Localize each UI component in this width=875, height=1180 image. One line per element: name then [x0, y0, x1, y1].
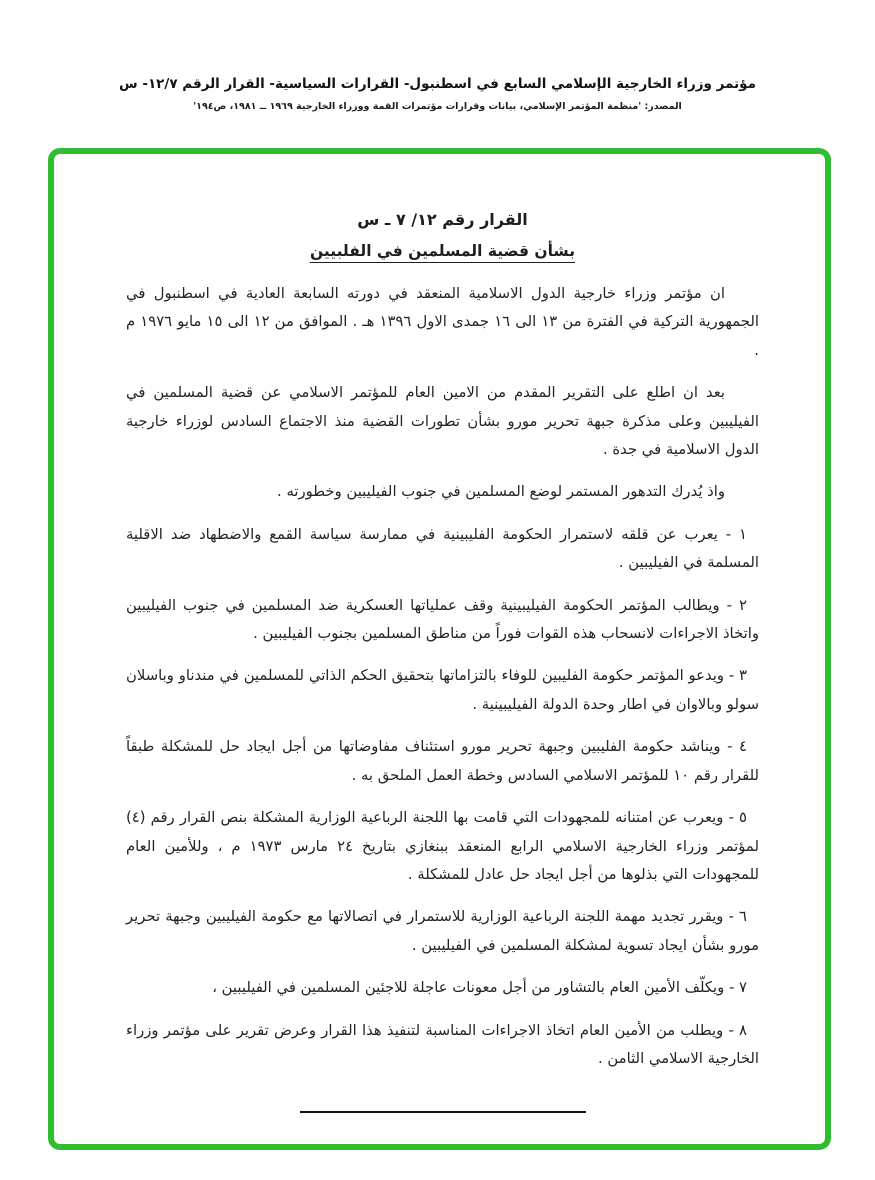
- source-header: [0, 0, 875, 112]
- resolution-title: القرار رقم ١٢/ ٧ ـ س: [357, 210, 528, 229]
- resolution-item: ٤ - ويناشد حكومة الفليبين وجبهة تحرير مورو استئناف مفاوضاتها من أجل ايجاد حل للمشكلة طبقاً للقرار رقم ١٠ للمؤتمر الاسلامي السادس وخطة العمل الملحق به .: [126, 738, 759, 784]
- resolution-item: ٨ - ويطلب من الأمين العام اتخاذ الاجراءات المناسبة لتنفيذ هذا القرار وعرض تقرير على مؤتمر وزراء الخارجية الاسلامي الثامن .: [126, 1021, 759, 1067]
- footer-divider: [300, 1111, 586, 1113]
- preamble-paragraph: بعد ان اطلع على التقرير المقدم من الامين العام للمؤتمر الاسلامي عن قضية المسلمين في الفيليبين وعلى مذكرة جبهة تحرير مورو بشأن تطورات القضية منذ الاجتماع السادس لوزراء خارجية الدول الاسلامية في جدة .: [126, 384, 759, 459]
- preamble-paragraph: ان مؤتمر وزراء خارجية الدول الاسلامية المنعقد في دورته السابعة العادية في اسطنبول في الجمهورية التركية في الفترة من ١٣ الى ١٦ جمدى الاول ١٣٩٦ هـ . الموافق من ١٢ الى ١٥ مايو ١٩٧٦ م .: [126, 285, 759, 359]
- resolution-item: ١ - يعرب عن قلقه لاستمرار الحكومة الفليبينية في ممارسة سياسة القمع والاضطهاد ضد الاقلية المسلمة في الفيليبين .: [126, 525, 759, 572]
- resolution-item: ٥ - ويعرب عن امتنانه للمجهودات التي قامت بها اللجنة الرباعية الوزارية المشكلة بنص القرار رقم (٤) لمؤتمر وزراء الخارجية الاسلامي الرابع المنعقد ببنغازي بتاريخ ٢٤ مارس ١٩٧٣ م ، وللأمين العام للمجهودات التي بذلوها من أجل ايجاد حل عادل للمشكلة .: [126, 809, 759, 883]
- header-citation-source: المصدر: 'منظمة المؤتمر الإسلامي، بيانات وقرارات مؤتمرات القمة ووزراء الخارجية ١٩٦٩ ــ ١٩٨١، ص١٩٤': [193, 101, 682, 112]
- document-page: [54, 154, 825, 1113]
- resolution-item: ٧ - ويكلّف الأمين العام بالتشاور من أجل معونات عاجلة للاجئين المسلمين في الفيليبين ،: [212, 979, 747, 997]
- preamble-paragraph: واذ يُدرك التدهور المستمر لوضع المسلمين في جنوب الفيليبين وخطورته .: [277, 483, 725, 501]
- header-citation-title: مؤتمر وزراء الخارجية الإسلامي السابع في اسطنبول- القرارات السياسية- القرار الرقم ١٢/٧- س: [119, 76, 756, 92]
- document-frame: [48, 148, 831, 1150]
- resolution-item: ٣ - ويدعو المؤتمر حكومة الفليبين للوفاء بالتزاماتها بتحقيق الحكم الذاتي للمسلمين في مندناو وباسلان سولو وبالاوان في اطار وحدة الدولة الفيليبينية .: [126, 667, 759, 713]
- resolution-item: ٦ - ويقرر تجديد مهمة اللجنة الرباعية الوزارية للاستمرار في اتصالاتها مع حكومة الفيليبين وجبهة تحرير مورو بشأن ايجاد تسوية لمشكلة المسلمين في الفيليبين .: [126, 908, 759, 954]
- resolution-subtitle: بشأن قضية المسلمين في الفلبيين: [309, 242, 576, 260]
- resolution-item: ٢ - ويطالب المؤتمر الحكومة الفيليبينية وقف عملياتها العسكرية ضد المسلمين في جنوب الفيليبين واتخاذ الاجراءات لانسحاب هذه القوات فوراً من مناطق المسلمين بجنوب الفيليبين .: [126, 596, 759, 643]
